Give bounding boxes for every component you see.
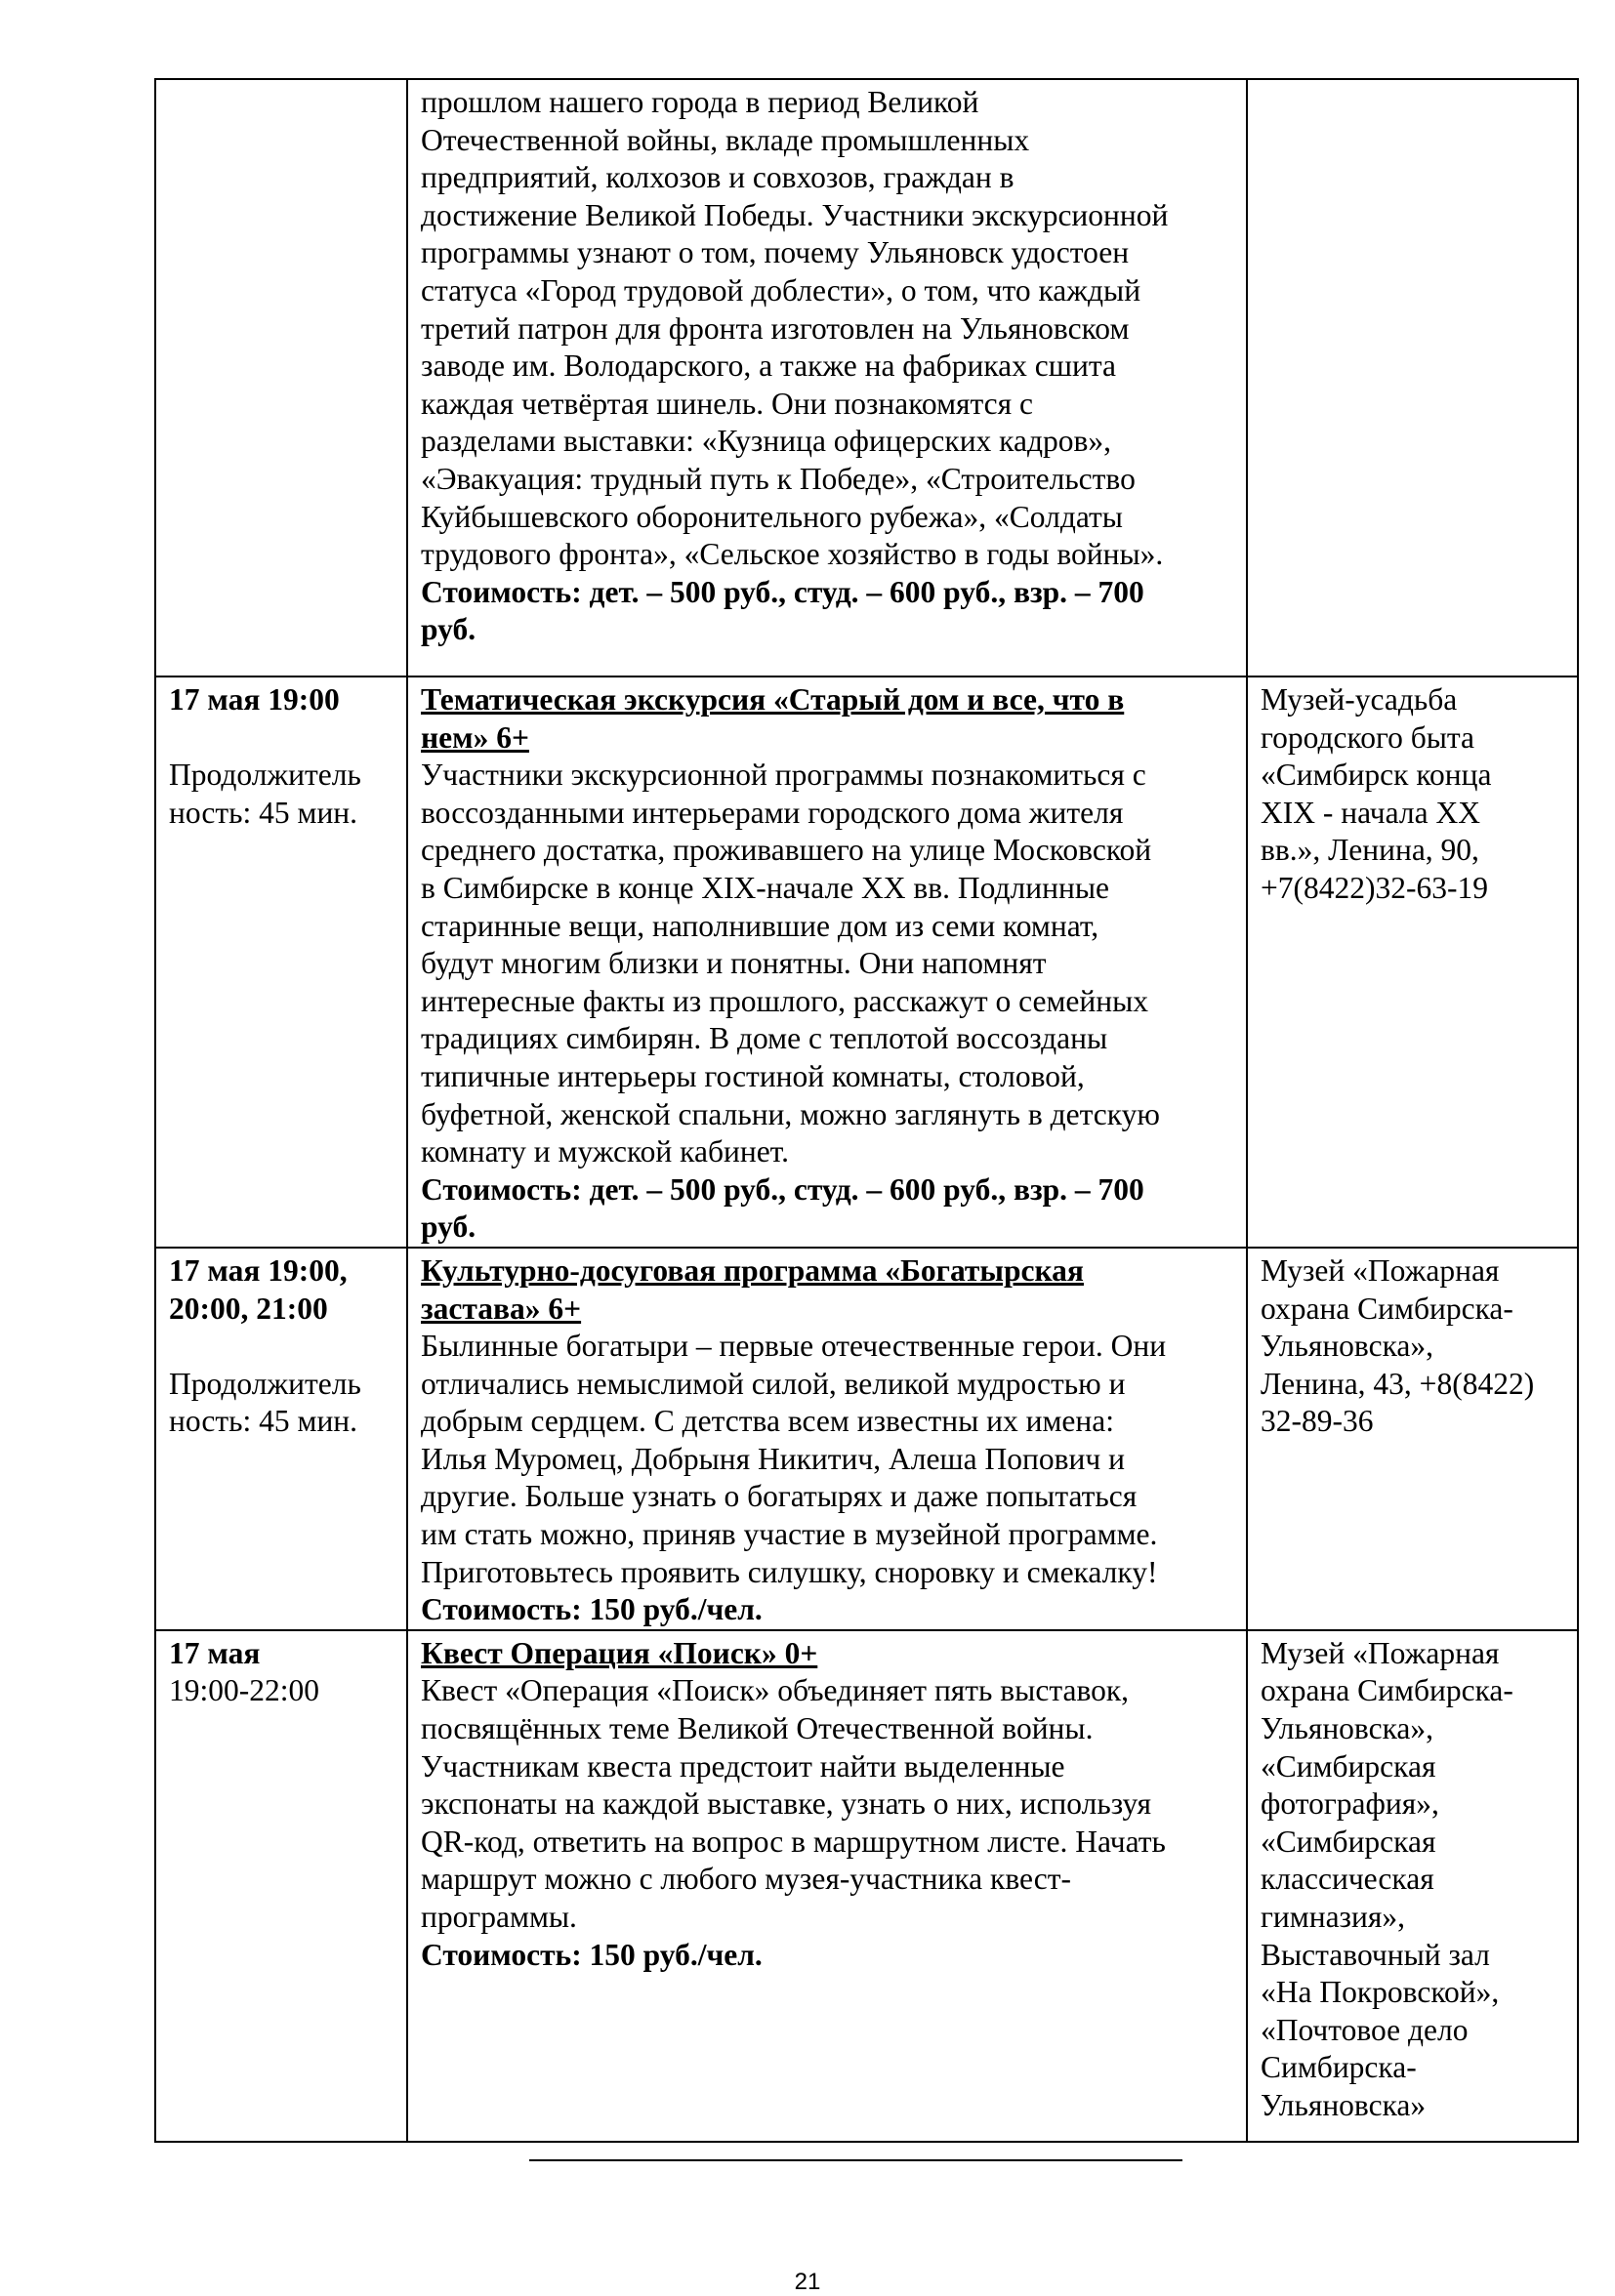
- text-line: традициях симбирян. В доме с теплотой воссозданы: [421, 1021, 1108, 1056]
- text-line: Участникам квеста предстоит найти выделенные: [421, 1748, 1065, 1784]
- event-title: [421, 1252, 1236, 1328]
- event-description: [421, 757, 1236, 1171]
- venue-line: классическая: [1261, 1862, 1434, 1897]
- date-cell: [155, 79, 407, 676]
- text-line: буфетной, женской спальни, можно заглянуть в детскую: [421, 1096, 1160, 1131]
- venue-line: «Симбирск конца: [1261, 758, 1492, 793]
- venue-line: «Почтовое дело: [1261, 2012, 1469, 2047]
- event-title: [421, 1635, 1236, 1673]
- text-line: Былинные богатыри – первые отечественные герои. Они: [421, 1329, 1167, 1364]
- text-line: посвящённых теме Великой Отечественной войны.: [421, 1711, 1094, 1746]
- text-line: разделами выставки: «Кузница офицерских кадров»,: [421, 424, 1112, 459]
- venue-line: Симбирска-: [1261, 2050, 1417, 2085]
- text-line: в Симбирске в конце XIX-начале XX вв. Подлинные: [421, 870, 1109, 905]
- text-line: программы.: [421, 1900, 577, 1934]
- text-line: им стать можно, приняв участие в музейной программе.: [421, 1517, 1158, 1552]
- venue-line: гимназия»,: [1261, 1900, 1405, 1934]
- text-line: «Эвакуация: трудный путь к Победе», «Строительство: [421, 461, 1136, 496]
- event-cell: [407, 1248, 1247, 1630]
- venue-cell: [1247, 1630, 1578, 2142]
- event-duration: ность: 45 мин.: [169, 795, 358, 830]
- event-duration: Продолжитель: [169, 1366, 361, 1401]
- table-row: [155, 1630, 1578, 2142]
- event-cost: [421, 1937, 1236, 1975]
- date-cell: [155, 1248, 407, 1630]
- table-row: [155, 79, 1578, 676]
- venue-line: XIX - начала XX: [1261, 795, 1480, 830]
- date-cell: [155, 1630, 407, 2142]
- event-description: [421, 84, 1236, 574]
- venue-line: городского быта: [1261, 719, 1475, 755]
- text-line: будут многим близки и понятны. Они напомнят: [421, 946, 1047, 981]
- venue-line: вв.», Ленина, 90,: [1261, 833, 1479, 868]
- cost-line: руб.: [421, 612, 476, 647]
- event-time: 19:00-22:00: [169, 1673, 319, 1708]
- venue-line: фотография»,: [1261, 1786, 1439, 1822]
- cost-line: Стоимость: 150 руб./чел.: [421, 1592, 763, 1627]
- end-separator-line: [529, 2159, 1182, 2161]
- event-cost: [421, 1171, 1236, 1247]
- event-cost: [421, 574, 1236, 649]
- event-duration: ность: 45 мин.: [169, 1404, 358, 1439]
- cost-line: Стоимость: 150 руб./чел.: [421, 1937, 763, 1972]
- venue-line: 32-89-36: [1261, 1404, 1374, 1439]
- text-line: Отечественной войны, вкладе промышленных: [421, 122, 1030, 157]
- venue-line: «Симбирская: [1261, 1824, 1436, 1859]
- venue-line: «На Покровской»,: [1261, 1975, 1500, 2010]
- text-line: прошлом нашего города в период Великой: [421, 85, 979, 119]
- event-duration: Продолжитель: [169, 758, 361, 793]
- table-row: [155, 676, 1578, 1248]
- text-line: Куйбышевского оборонительного рубежа», «Солдаты: [421, 499, 1123, 534]
- text-line: отличались немыслимой силой, великой мудростью и: [421, 1366, 1126, 1401]
- title-line: Квест Операция «Поиск» 0+: [421, 1635, 818, 1670]
- text-line: трудового фронта», «Сельское хозяйство в годы войны».: [421, 537, 1164, 572]
- event-cell: [407, 676, 1247, 1248]
- text-line: третий патрон для фронта изготовлен на Ульяновском: [421, 310, 1130, 346]
- title-line: Культурно-досуговая программа «Богатырская: [421, 1252, 1084, 1288]
- event-description: [421, 1328, 1236, 1591]
- venue-cell: [1247, 79, 1578, 676]
- venue-line: Музей «Пожарная: [1261, 1252, 1500, 1288]
- text-line: каждая четвёртая шинель. Они познакомятся с: [421, 386, 1033, 421]
- text-line: среднего достатка, проживавшего на улице Московской: [421, 833, 1152, 868]
- cost-line: руб.: [421, 1210, 476, 1245]
- text-line: старинные вещи, наполнившие дом из семи комнат,: [421, 908, 1099, 943]
- event-cell: [407, 79, 1247, 676]
- text-line: воссозданными интерьерами городского дома жителя: [421, 795, 1124, 830]
- event-date: 17 мая: [169, 1635, 261, 1670]
- schedule-table: [154, 78, 1579, 2143]
- text-line: типичные интерьеры гостиной комнаты, столовой,: [421, 1058, 1085, 1093]
- venue-cell: [1247, 676, 1578, 1248]
- event-cost: [421, 1591, 1236, 1629]
- text-line: маршрут можно с любого музея-участника квест-: [421, 1862, 1072, 1897]
- event-cell: [407, 1630, 1247, 2142]
- venue-line: Музей «Пожарная: [1261, 1635, 1500, 1670]
- text-line: предприятий, колхозов и совхозов, граждан в: [421, 160, 1015, 195]
- text-line: заводе им. Володарского, а также на фабриках сшита: [421, 348, 1116, 384]
- text-line: добрым сердцем. С детства всем известны их имена:: [421, 1404, 1114, 1439]
- text-line: статуса «Город трудовой доблести», о том, что каждый: [421, 272, 1141, 308]
- date-cell: [155, 676, 407, 1248]
- text-line: Участники экскурсионной программы познакомиться с: [421, 758, 1146, 793]
- title-line: Тематическая экскурсия «Старый дом и все, что в: [421, 682, 1125, 717]
- event-title: [421, 681, 1236, 757]
- event-date: 20:00, 21:00: [169, 1291, 328, 1326]
- venue-line: +7(8422)32-63-19: [1261, 870, 1488, 905]
- venue-cell: [1247, 1248, 1578, 1630]
- text-line: комнату и мужской кабинет.: [421, 1134, 789, 1169]
- text-line: достижение Великой Победы. Участники экскурсионной: [421, 197, 1169, 232]
- venue-line: Музей-усадьба: [1261, 682, 1458, 717]
- event-date: 17 мая 19:00: [169, 682, 340, 717]
- text-line: программы узнают о том, почему Ульяновск удостоен: [421, 235, 1130, 270]
- text-line: Приготовьтесь проявить силушку, сноровку и смекалку!: [421, 1554, 1158, 1589]
- text-line: интересные факты из прошлого, расскажут о семейных: [421, 983, 1148, 1018]
- title-line: нем» 6+: [421, 719, 529, 755]
- title-line: застава» 6+: [421, 1291, 582, 1326]
- table-row: [155, 1248, 1578, 1630]
- venue-line: Ульяновска»,: [1261, 1711, 1434, 1746]
- venue-line: Выставочный зал: [1261, 1937, 1490, 1972]
- event-description: [421, 1672, 1236, 1936]
- venue-line: Ульяновска»,: [1261, 1329, 1434, 1364]
- cost-line: Стоимость: дет. – 500 руб., студ. – 600 руб., взр. – 700: [421, 1171, 1144, 1207]
- cost-line: Стоимость: дет. – 500 руб., студ. – 600 руб., взр. – 700: [421, 574, 1144, 609]
- text-line: экспонаты на каждой выставке, узнать о них, используя: [421, 1786, 1151, 1822]
- venue-line: Ульяновска»: [1261, 2087, 1427, 2122]
- venue-line: охрана Симбирска-: [1261, 1673, 1513, 1708]
- venue-line: Ленина, 43, +8(8422): [1261, 1366, 1535, 1401]
- text-line: QR-код, ответить на вопрос в маршрутном листе. Начать: [421, 1824, 1166, 1859]
- text-line: Квест «Операция «Поиск» объединяет пять выставок,: [421, 1673, 1130, 1708]
- venue-line: охрана Симбирска-: [1261, 1291, 1513, 1326]
- event-date: 17 мая 19:00,: [169, 1252, 348, 1288]
- text-line: Илья Муромец, Добрыня Никитич, Алеша Попович и: [421, 1441, 1125, 1476]
- page-number: 21: [794, 2269, 821, 2295]
- text-line: другие. Больше узнать о богатырях и даже попытаться: [421, 1479, 1138, 1514]
- venue-line: «Симбирская: [1261, 1748, 1436, 1784]
